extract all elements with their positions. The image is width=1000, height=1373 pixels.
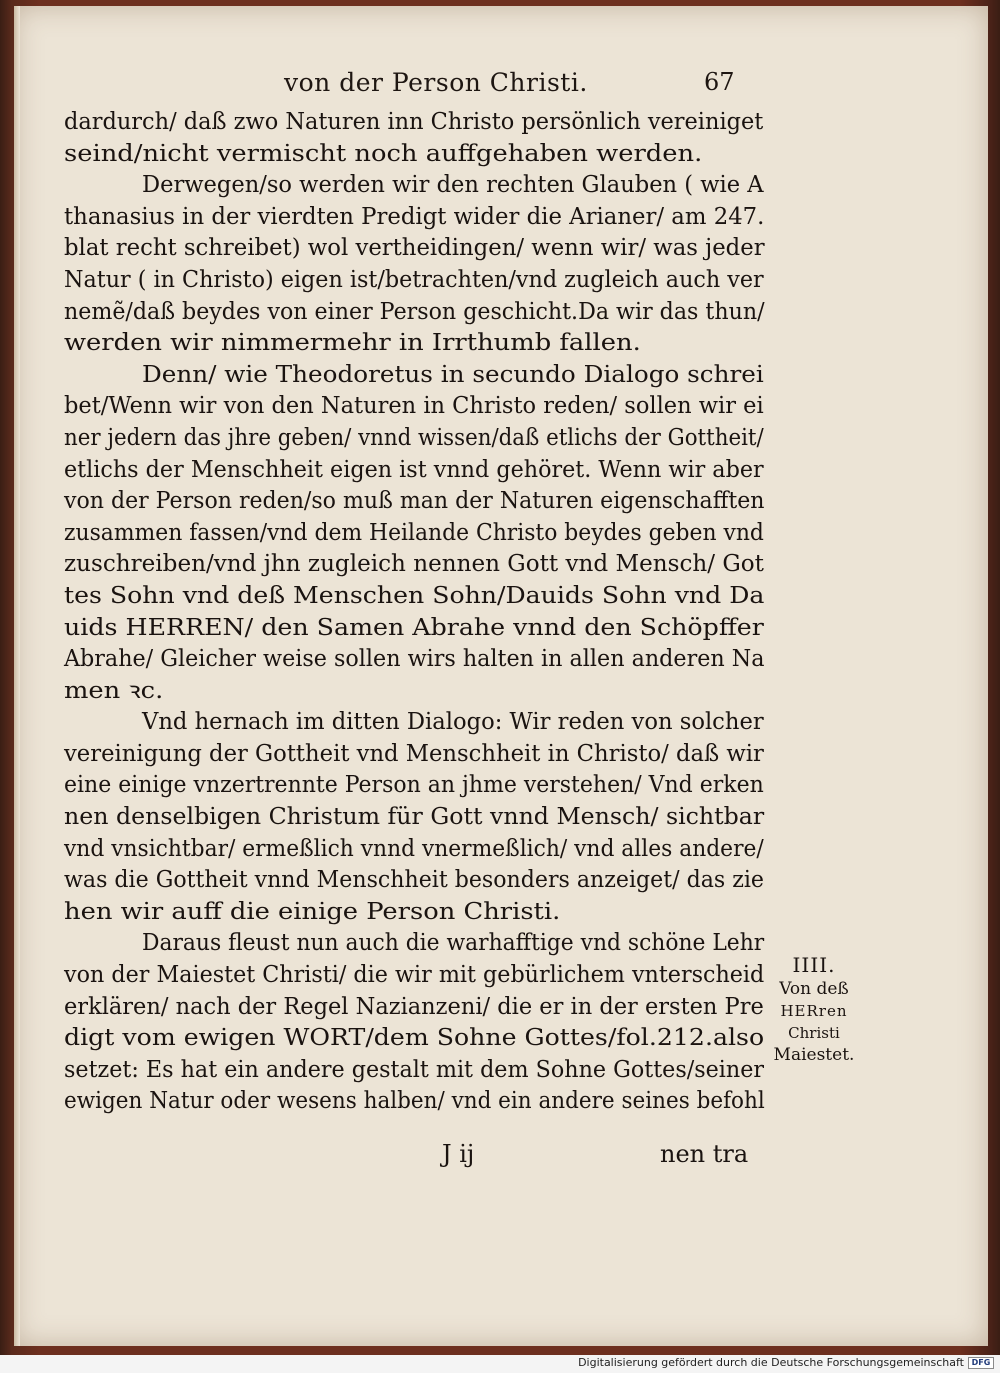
text-line: Derwegen/so werden wir den rechten Glauben ( wie A: [142, 172, 764, 199]
text-line: bet/Wenn wir von den Naturen in Christo reden/ sollen wir ei: [64, 393, 764, 420]
margin-note: [764, 952, 864, 1066]
text-line: Abrahe/ Gleicher weise sollen wirs halten in allen anderen Na: [64, 646, 765, 673]
dfg-logo-icon: DFG: [968, 1357, 994, 1369]
text-line: eine einige vnzertrennte Person an jhme verstehen/ Vnd erken: [64, 772, 764, 799]
text-line: ner jedern das jhre geben/ vnnd wissen/daß etlichs der Gottheit/: [64, 424, 764, 451]
text-line: dardurch/ daß zwo Naturen inn Christo persönlich vereiniget: [64, 109, 764, 135]
book-page: [14, 6, 988, 1346]
text-line: vereinigung der Gottheit vnd Menschheit in Christo/ daß wir: [64, 740, 764, 767]
text-line: tes Sohn vnd deß Menschen Sohn/Dauids Sohn vnd Da: [64, 582, 765, 609]
text-line: vnd vnsichtbar/ ermeßlich vnnd vnermeßlich/ vnd alles andere/: [64, 835, 764, 862]
signature-mark: J ij: [442, 1140, 475, 1168]
margin-note-line: Christi: [788, 1024, 840, 1042]
text-line: ewigen Natur oder wesens halben/ vnd ein andere seines befohl: [64, 1088, 765, 1115]
text-line: digt vom ewigen WORT/dem Sohne Gottes/fol.212.also: [64, 1025, 765, 1052]
catchline: [14, 1140, 988, 1174]
text-line: erklären/ nach der Regel Nazianzeni/ die er in der ersten Pre: [64, 993, 764, 1020]
text-line: werden wir nimmermehr in Irrthumb fallen.: [64, 330, 641, 357]
page-number: 67: [704, 68, 735, 96]
margin-note-line: HERren: [780, 1002, 848, 1020]
funding-notice: Digitalisierung gefördert durch die Deutsche Forschungsgemeinschaft: [578, 1356, 964, 1369]
margin-note-line: Von deß: [779, 979, 849, 999]
text-line: etlichs der Menschheit eigen ist vnnd gehöret. Wenn wir aber: [64, 456, 764, 483]
text-line: Daraus fleust nun auch die warhafftige vnd schöne Lehr: [142, 930, 765, 957]
text-line: zuschreiben/vnd jhn zugleich nennen Gott vnd Mensch/ Got: [64, 551, 764, 578]
text-line: thanasius in der vierdten Predigt wider die Arianer/ am 247.: [64, 203, 765, 230]
body-text: [64, 107, 764, 1118]
margin-note-line: Maiestet.: [773, 1045, 855, 1065]
footer-bar: [0, 1355, 1000, 1373]
page-header: [14, 68, 988, 104]
catchword: nen tra: [660, 1140, 749, 1168]
text-line: uids HERREN/ den Samen Abrahe vnnd den Schöpffer: [64, 614, 764, 641]
margin-note-number: IIII.: [792, 953, 836, 977]
text-line: von der Person reden/so muß man der Naturen eigenschafften: [64, 488, 765, 515]
text-line: Vnd hernach im ditten Dialogo: Wir reden von solcher: [142, 709, 764, 736]
text-line: seind/nicht vermischt noch auffgehaben werden.: [64, 140, 703, 167]
text-line: men ꝛc.: [64, 677, 164, 704]
page-gutter-shadow: [14, 6, 20, 1346]
text-line: Denn/ wie Theodoretus in secundo Dialogo schrei: [142, 361, 764, 388]
text-line: was die Gottheit vnnd Menschheit besonders anzeiget/ das zie: [64, 867, 764, 894]
text-line: blat recht schreibet) wol vertheidingen/ wenn wir/ was jeder: [64, 235, 765, 262]
text-line: Natur ( in Christo) eigen ist/betrachten/vnd zugleich auch ver: [64, 266, 764, 293]
text-line: hen wir auff die einige Person Christi.: [64, 898, 561, 925]
text-line: nemẽ/daß beydes von einer Person geschicht.Da wir das thun/: [64, 298, 765, 325]
running-head: von der Person Christi.: [284, 68, 588, 97]
text-line: setzet: Es hat ein andere gestalt mit dem Sohne Gottes/seiner: [64, 1056, 765, 1083]
text-line: nen denselbigen Christum für Gott vnnd Mensch/ sichtbar: [64, 804, 765, 831]
text-line: von der Maiestet Christi/ die wir mit gebürlichem vnterscheid: [64, 962, 765, 989]
text-line: zusammen fassen/vnd dem Heilande Christo beydes geben vnd: [64, 519, 764, 546]
